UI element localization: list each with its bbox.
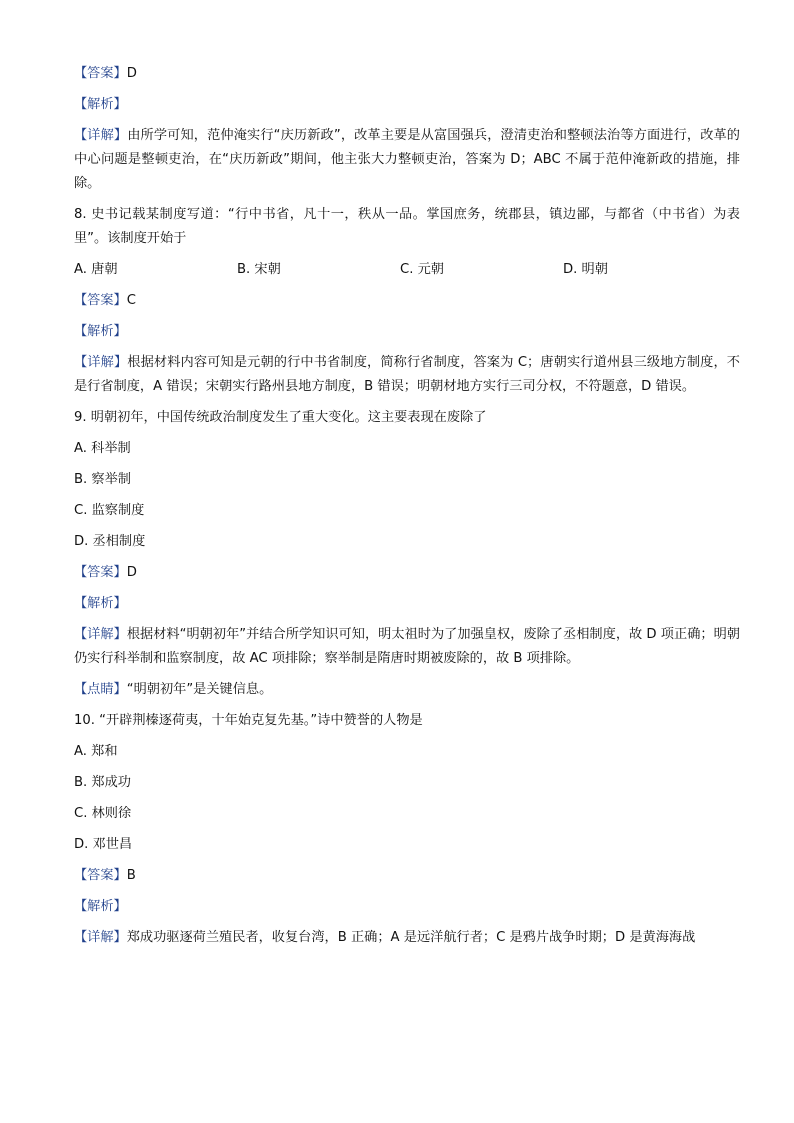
answer-label: 【答案】: [74, 565, 127, 580]
analysis-line: [74, 93, 740, 117]
answer-value: B: [126, 868, 136, 883]
analysis-label: 【解析】: [74, 899, 127, 914]
answer-line: [74, 62, 740, 86]
explanation-text: 郑成功驱逐荷兰殖民者，收复台湾，B 正确；A 是远洋航行者；C 是鸦片战争时期；D 是黄海海战: [126, 930, 696, 945]
answer-label: 【答案】: [74, 868, 127, 883]
explanation-paragraph: [74, 926, 740, 950]
analysis-label: 【解析】: [74, 97, 127, 112]
option-a: A. 科举制: [74, 441, 131, 456]
key-point-text: “明朝初年”是关键信息。: [126, 682, 273, 697]
answer-line: [74, 289, 740, 313]
analysis-line: [74, 895, 740, 919]
question-9-stem: 9. 明朝初年，中国传统政治制度发生了重大变化。这主要表现在废除了: [74, 410, 487, 425]
answer-label: 【答案】: [74, 66, 127, 81]
option-b: B. 察举制: [74, 472, 131, 487]
analysis-label: 【解析】: [74, 596, 127, 611]
explanation-text: 根据材料“明朝初年”并结合所学知识可知，明太祖时为了加强皇权，废除了丞相制度，故 D 项正确；明朝仍实行科举制和监察制度，故 AC 项排除；察举制是隋唐时期被废除的，故 B 项排除。: [74, 627, 740, 666]
explanation-label: 【详解】: [74, 128, 128, 143]
option-b: B. 宋朝: [237, 262, 281, 277]
option-a: A. 唐朝: [74, 262, 118, 277]
explanation-label: 【详解】: [74, 930, 127, 945]
explanation-text: 根据材料内容可知是元朝的行中书省制度，简称行省制度，答案为 C；唐朝实行道州县三级地方制度，不是行省制度，A 错误；宋朝实行路州县地方制度，B 错误；明朝材地方实行三司分权，不符题意，D 错误。: [74, 355, 740, 394]
question-8-stem: 8. 史书记载某制度写道：“行中书省，凡十一，秩从一品。掌国庶务，统郡县，镇边鄙，与都省（中书省）为表里”。该制度开始于: [74, 207, 740, 246]
explanation-label: 【详解】: [74, 627, 127, 642]
explanation-paragraph: [74, 124, 740, 196]
answer-value: D: [126, 565, 137, 580]
question-8-options: [74, 258, 740, 282]
explanation-paragraph: [74, 623, 740, 671]
option-d: D. 明朝: [563, 262, 608, 277]
option-c: C. 监察制度: [74, 503, 145, 518]
option-c: C. 元朝: [400, 262, 444, 277]
answer-line: [74, 561, 740, 585]
option-b: B. 郑成功: [74, 775, 131, 790]
analysis-label: 【解析】: [74, 324, 127, 339]
key-point-label: 【点睛】: [74, 682, 127, 697]
document-page: [74, 62, 740, 950]
answer-value: D: [126, 66, 137, 81]
explanation-label: 【详解】: [74, 355, 128, 370]
analysis-line: [74, 320, 740, 344]
explanation-text: 由所学可知，范仲淹实行“庆历新政”，改革主要是从富国强兵，澄清吏治和整顿法治等方面进行，改革的中心问题是整顿吏治，在“庆历新政”期间，他主张大力整顿吏治，答案为 D；ABC 不属于范仲淹新政的措施，排除。: [74, 128, 740, 191]
option-c: C. 林则徐: [74, 806, 132, 821]
answer-line: [74, 864, 740, 888]
question-10-stem: 10. “开辟荆榛逐荷夷，十年始克复先基。”诗中赞誉的人物是: [74, 713, 423, 728]
option-a: A. 郑和: [74, 744, 118, 759]
answer-label: 【答案】: [74, 293, 127, 308]
option-d: D. 丞相制度: [74, 534, 146, 549]
analysis-line: [74, 592, 740, 616]
answer-value: C: [126, 293, 136, 308]
option-d: D. 邓世昌: [74, 837, 133, 852]
key-point-line: [74, 678, 740, 702]
explanation-paragraph: [74, 351, 740, 399]
